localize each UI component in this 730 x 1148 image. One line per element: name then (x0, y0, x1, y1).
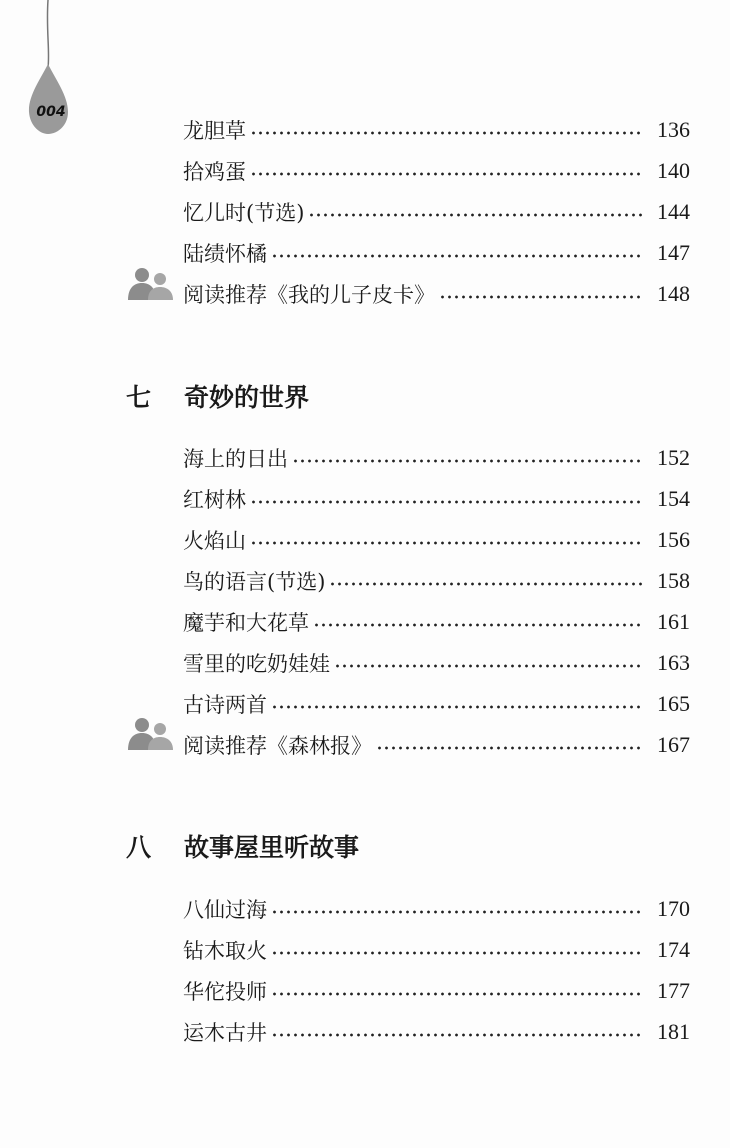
toc-entry[interactable] (183, 155, 690, 187)
dot-leader (250, 500, 642, 504)
toc-entry[interactable] (183, 975, 690, 1007)
section-heading[interactable] (126, 826, 359, 866)
entry-page-number: 163 (657, 650, 690, 675)
toc-entry[interactable] (183, 114, 690, 146)
dot-leader (271, 951, 642, 955)
dot-leader (313, 623, 642, 627)
entry-title: 钻木取火 (183, 939, 267, 963)
dot-leader (439, 295, 642, 299)
section-title: 奇妙的世界 (184, 383, 310, 412)
section-title: 故事屋里听故事 (184, 833, 360, 862)
entry-page-number: 154 (657, 486, 690, 511)
section-number: 七 (126, 383, 152, 412)
dot-leader (376, 746, 642, 750)
entry-title: 阅读推荐《森林报》 (183, 734, 372, 758)
section-number: 八 (126, 833, 152, 862)
dot-leader (292, 459, 642, 463)
entry-page-number: 156 (657, 527, 690, 552)
toc-entry[interactable] (183, 196, 690, 228)
page-number: 004 (36, 104, 66, 120)
entry-title: 魔芋和大花草 (183, 611, 309, 635)
dot-leader (271, 254, 642, 258)
dot-leader (250, 541, 642, 545)
entry-page-number: 177 (657, 978, 690, 1003)
entry-title: 鸟的语言(节选) (183, 570, 326, 594)
toc-entry[interactable] (183, 524, 690, 556)
dot-leader (329, 582, 642, 586)
toc-entry[interactable] (183, 483, 690, 515)
dot-leader (250, 131, 642, 135)
entry-page-number: 147 (657, 240, 690, 265)
toc-entry-reading[interactable] (183, 278, 690, 310)
dot-leader (271, 910, 642, 914)
entry-title: 拾鸡蛋 (183, 160, 246, 184)
entry-page-number: 152 (657, 445, 690, 470)
toc-entry[interactable] (183, 442, 690, 474)
entry-title: 红树林 (183, 488, 246, 512)
entry-page-number: 170 (657, 896, 690, 921)
entry-title: 陆绩怀橘 (183, 242, 267, 266)
entry-title: 华佗投师 (183, 980, 267, 1004)
entry-title: 运木古井 (183, 1021, 267, 1045)
entry-page-number: 136 (657, 117, 690, 142)
dot-leader (271, 992, 642, 996)
entry-page-number: 144 (657, 199, 690, 224)
toc-entry[interactable] (183, 647, 690, 679)
reading-group-icon (128, 716, 174, 752)
toc-entry-reading[interactable] (183, 729, 690, 761)
entry-title: 八仙过海 (183, 898, 267, 922)
toc-entry[interactable] (183, 606, 690, 638)
entry-title: 海上的日出 (183, 447, 288, 471)
section-heading[interactable] (126, 376, 309, 416)
dot-leader (271, 705, 642, 709)
entry-title: 雪里的吃奶娃娃 (183, 652, 330, 676)
toc-entry[interactable] (183, 237, 690, 269)
dot-leader (250, 172, 642, 176)
entry-title: 忆儿时(节选) (183, 201, 305, 225)
entry-title: 火焰山 (183, 529, 246, 553)
toc-entry[interactable] (183, 893, 690, 925)
dot-leader (271, 1033, 642, 1037)
toc-entry[interactable] (183, 565, 690, 597)
toc-entry[interactable] (183, 934, 690, 966)
toc-entry[interactable] (183, 1016, 690, 1048)
entry-page-number: 158 (657, 568, 690, 593)
reading-group-icon (128, 266, 174, 302)
entry-page-number: 148 (657, 281, 690, 306)
entry-title: 龙胆草 (183, 119, 246, 143)
entry-page-number: 140 (657, 158, 690, 183)
entry-page-number: 165 (657, 691, 690, 716)
entry-page-number: 167 (657, 732, 690, 757)
dot-leader (308, 213, 642, 217)
entry-title: 古诗两首 (183, 693, 267, 717)
entry-title: 阅读推荐《我的儿子皮卡》 (183, 283, 435, 307)
toc-entry[interactable] (183, 688, 690, 720)
entry-page-number: 161 (657, 609, 690, 634)
entry-page-number: 181 (657, 1019, 690, 1044)
entry-page-number: 174 (657, 937, 690, 962)
dot-leader (334, 664, 642, 668)
